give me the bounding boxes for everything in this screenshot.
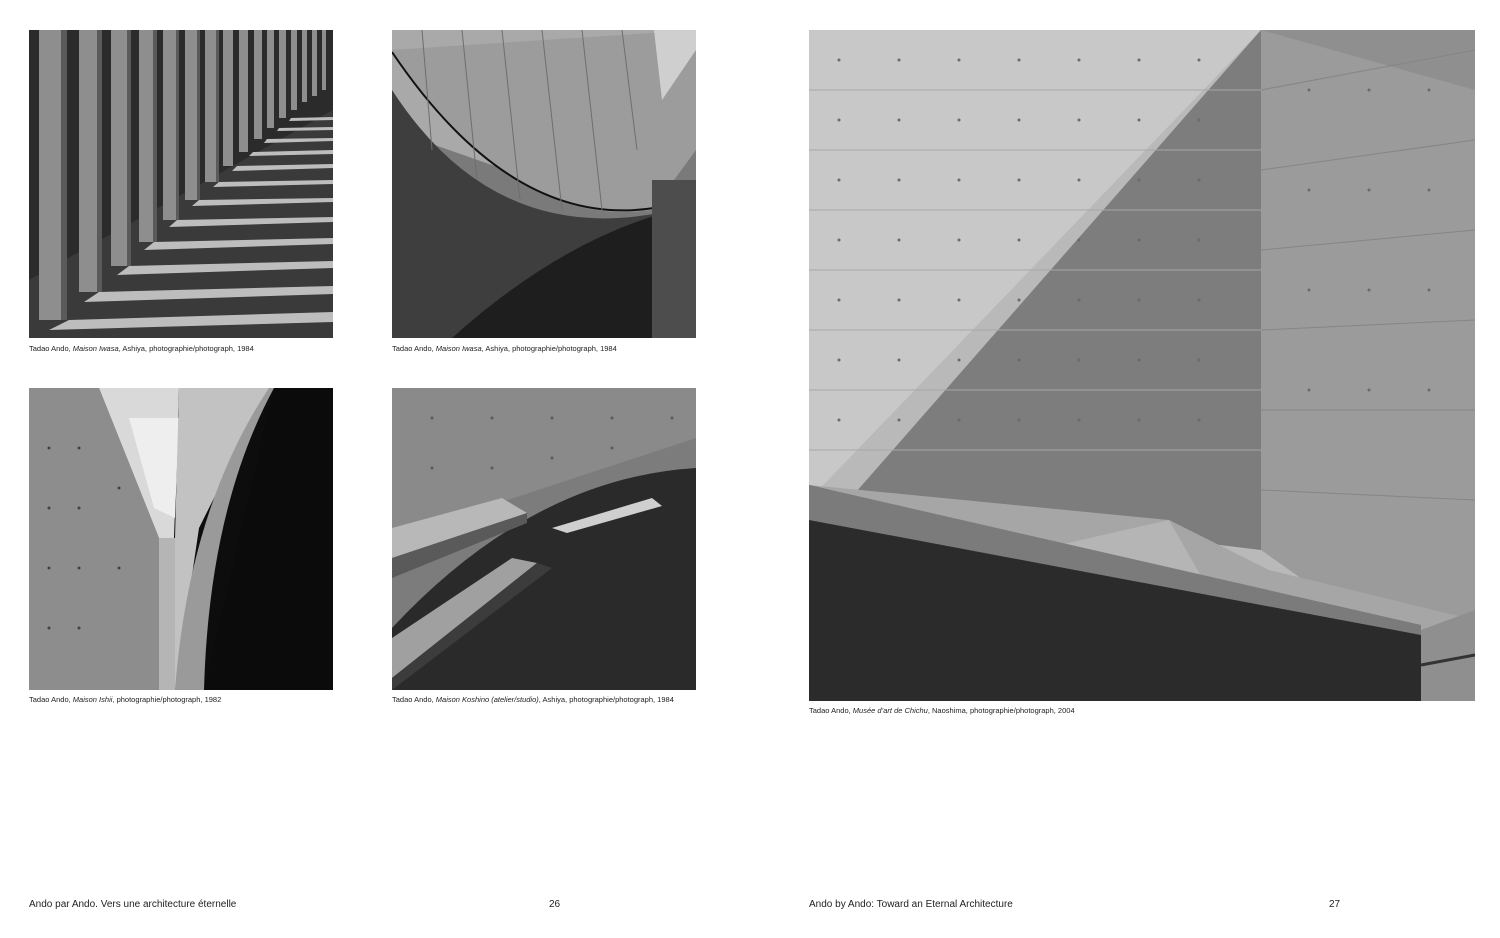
caption-title: Maison Iwasa bbox=[435, 344, 482, 353]
caption-details: , Ashiya, photographie/photograph, 1984 bbox=[118, 344, 254, 353]
photo-maison-iwasa-curved-wall bbox=[392, 30, 696, 338]
page-number: 27 bbox=[1329, 899, 1341, 910]
caption-details: , Ashiya, photographie/photograph, 1984 bbox=[481, 344, 617, 353]
caption-author: Tadao Ando, bbox=[809, 706, 853, 715]
caption-details: , Naoshima, photographie/photograph, 2004 bbox=[927, 706, 1075, 715]
photo-caption bbox=[392, 344, 617, 354]
caption-title: Maison Ishii bbox=[72, 695, 113, 704]
caption-title: Maison Koshino (atelier/studio) bbox=[435, 695, 539, 704]
caption-author: Tadao Ando, bbox=[392, 344, 436, 353]
caption-author: Tadao Ando, bbox=[29, 344, 73, 353]
caption-details: , Ashiya, photographie/photograph, 1984 bbox=[538, 695, 674, 704]
photo-chichu-art-museum bbox=[809, 30, 1475, 701]
caption-title: Maison Iwasa bbox=[72, 344, 119, 353]
caption-title: Musée d’art de Chichu bbox=[852, 706, 928, 715]
caption-author: Tadao Ando, bbox=[29, 695, 73, 704]
photo-maison-ishii bbox=[29, 388, 333, 690]
photo-caption bbox=[29, 344, 254, 354]
photo-caption bbox=[392, 695, 674, 705]
caption-details: , photographie/photograph, 1982 bbox=[112, 695, 222, 704]
photo-caption bbox=[29, 695, 221, 705]
running-title: Ando by Ando: Toward an Eternal Architecture bbox=[809, 899, 1013, 910]
photo-maison-iwasa-colonnade bbox=[29, 30, 333, 338]
photo-caption bbox=[809, 706, 1075, 716]
running-title: Ando par Ando. Vers une architecture éternelle bbox=[29, 899, 237, 910]
caption-author: Tadao Ando, bbox=[392, 695, 436, 704]
photo-maison-koshino-studio bbox=[392, 388, 696, 690]
page-number: 26 bbox=[549, 899, 561, 910]
right-page bbox=[750, 0, 1500, 938]
